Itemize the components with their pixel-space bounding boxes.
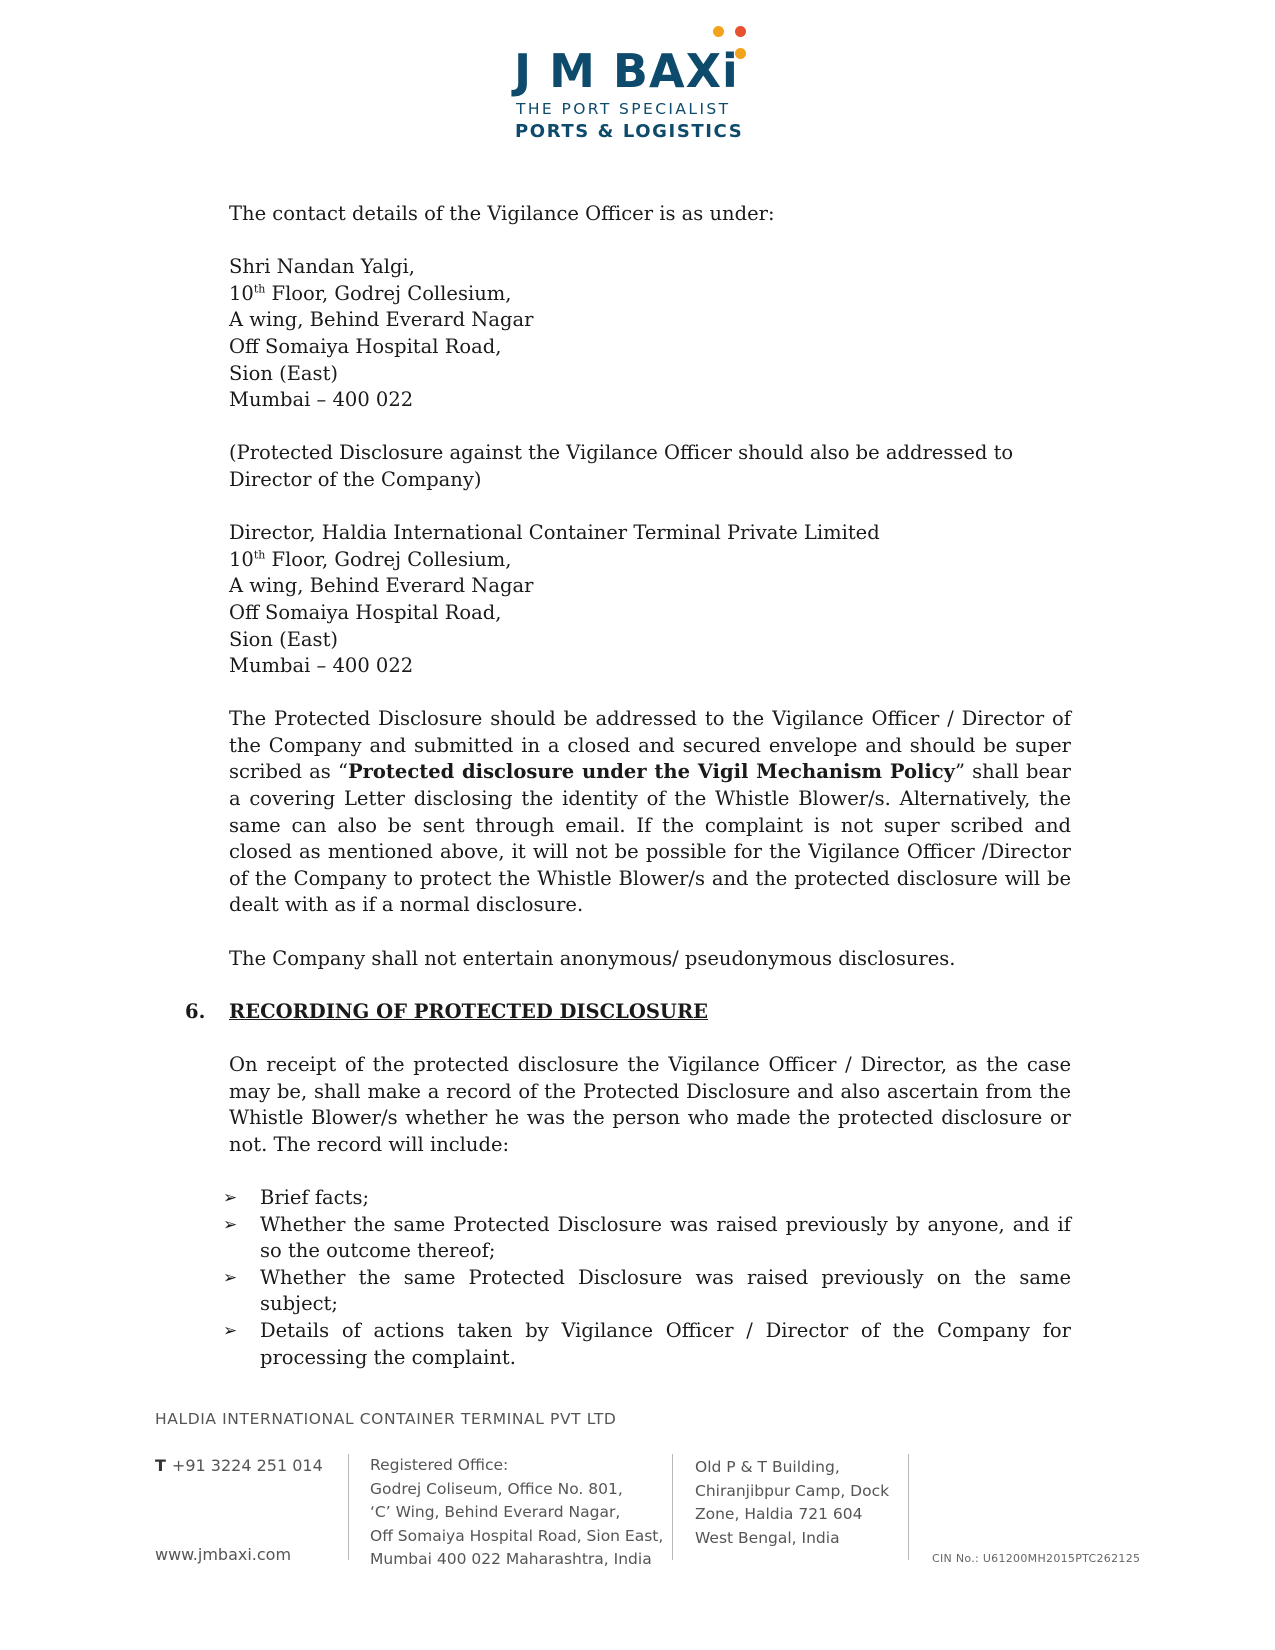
list-item-text: Whether the same Protected Disclosure was raised previously by anyone, and if so the outcome thereof; [260, 1212, 1071, 1263]
footer-website-link[interactable]: www.jmbaxi.com [155, 1545, 292, 1564]
phone-number: +91 3224 251 014 [171, 1456, 323, 1475]
footer-terminal-address [695, 1456, 889, 1550]
anonymous-paragraph: The Company shall not entertain anonymous/ pseudonymous disclosures. [229, 946, 956, 970]
list-item-text: Brief facts; [260, 1185, 370, 1209]
company-logo [514, 22, 754, 142]
footer-divider [672, 1454, 673, 1560]
arrowhead-bullet-icon: ➢ [223, 1320, 238, 1341]
footer-cin-number: CIN No.: U61200MH2015PTC262125 [932, 1552, 1141, 1565]
logo-subline: PORTS & LOGISTICS [515, 121, 744, 142]
address-line: Off Somaiya Hospital Road, [229, 334, 502, 358]
floor-rest: Floor, Godrej Collesium, [265, 547, 512, 571]
address-line: Sion (East) [229, 627, 339, 651]
footer-registered-office [370, 1454, 663, 1572]
arrowhead-bullet-icon: ➢ [223, 1187, 238, 1208]
floor-number: 10 [229, 281, 254, 305]
arrowhead-bullet-icon: ➢ [223, 1267, 238, 1288]
logo-dot-orange [713, 26, 724, 37]
phone-label: T [155, 1456, 166, 1475]
address-line: Director, Haldia International Container Terminal Private Limited [229, 521, 880, 545]
list-item [223, 1318, 1071, 1371]
section-number: 6. [185, 999, 206, 1023]
section-title: RECORDING OF PROTECTED DISCLOSURE [229, 999, 709, 1023]
footer-company-name: HALDIA INTERNATIONAL CONTAINER TERMINAL PVT LTD [155, 1410, 617, 1428]
director-note: (Protected Disclosure against the Vigilance Officer should also be addressed to Director of the Company) [229, 441, 1014, 491]
arrowhead-bullet-icon: ➢ [223, 1214, 238, 1235]
address-line: Mumbai – 400 022 [229, 388, 414, 412]
policy-name-bold: Protected disclosure under the Vigil Mechanism Policy [347, 760, 955, 784]
address-line: A wing, Behind Everard Nagar [229, 574, 534, 598]
registered-office-heading: Registered Office: [370, 1456, 509, 1474]
floor-number: 10 [229, 547, 254, 571]
address-line: A wing, Behind Everard Nagar [229, 308, 534, 332]
list-item-text: Details of actions taken by Vigilance Officer / Director of the Company for processing the complaint. [260, 1318, 1071, 1369]
address-line [229, 281, 1071, 308]
registered-office-line: ‘C’ Wing, Behind Everard Nagar, [370, 1503, 621, 1521]
footer-divider [908, 1454, 909, 1560]
registered-office-line: Godrej Coliseum, Office No. 801, [370, 1479, 623, 1498]
registered-office-line: Mumbai 400 022 Maharashtra, India [370, 1550, 652, 1568]
floor-rest: Floor, Godrej Collesium, [265, 281, 512, 305]
terminal-address-line: Old P & T Building, [695, 1458, 840, 1476]
section-heading [185, 999, 1071, 1026]
submission-paragraph [229, 706, 1071, 919]
terminal-address-line: Zone, Haldia 721 604 [695, 1505, 863, 1523]
vigilance-officer-address [229, 254, 1071, 414]
terminal-address-line: Chiranjibpur Camp, Dock [695, 1481, 890, 1500]
address-line: Mumbai – 400 022 [229, 654, 414, 678]
intro-line: The contact details of the Vigilance Officer is as under: [229, 202, 775, 225]
director-address [229, 520, 1071, 680]
logo-wordmark: J M BAXi [514, 44, 739, 98]
list-item-text: Whether the same Protected Disclosure was raised previously on the same subject; [260, 1265, 1071, 1316]
list-item [223, 1185, 1071, 1212]
footer-phone [155, 1456, 323, 1475]
terminal-address-line: West Bengal, India [695, 1528, 840, 1547]
floor-suffix: th [253, 282, 266, 296]
footer-divider [348, 1454, 349, 1560]
address-line: Off Somaiya Hospital Road, [229, 600, 502, 624]
logo-dot-red [735, 26, 746, 37]
record-items-list [223, 1185, 1071, 1371]
list-item [223, 1212, 1071, 1265]
list-item [223, 1265, 1071, 1318]
paragraph-text: ” shall bear a covering Letter disclosing the identity of the Whistle Blower/s. Alternatively, the same can also be sent through email. If the complaint is not super scribed and closed as mentioned above, it will not be possible for the Vigilance Officer /Director of the Company to protect the Whistle Blower/s and the protected disclosure will be dealt with as if a normal disclosure. [229, 760, 1071, 917]
section-body: On receipt of the protected disclosure the Vigilance Officer / Director, as the case may be, shall make a record of the Protected Disclosure and also ascertain from the Whistle Blower/s whether he was the person who made the protected disclosure or not. The record will include: [229, 1053, 1071, 1156]
registered-office-line: Off Somaiya Hospital Road, Sion East, [370, 1526, 664, 1545]
paragraph-text: The Protected Disclosure should be addressed to the Vigilance Officer / Director of the Company and submitted in a closed and secured envelope and should be super scribed as “ [229, 707, 1071, 784]
address-line: Sion (East) [229, 361, 339, 385]
floor-suffix: th [253, 548, 266, 562]
document-body [185, 201, 1071, 1371]
address-line [229, 547, 1071, 574]
address-line: Shri Nandan Yalgi, [229, 255, 415, 279]
logo-tagline: THE PORT SPECIALIST [516, 100, 731, 118]
